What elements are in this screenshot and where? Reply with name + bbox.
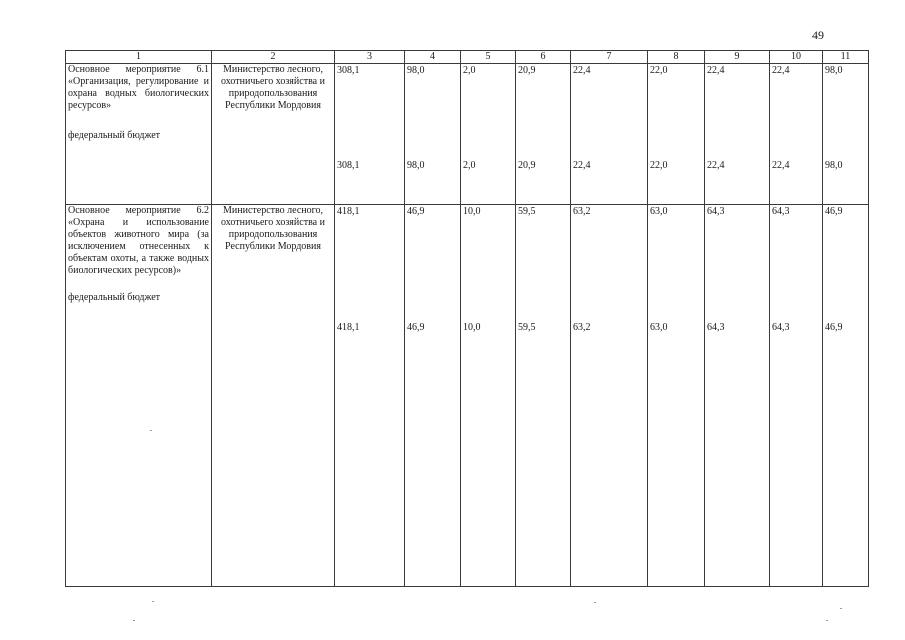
total-value: 22,4 [707, 65, 725, 76]
total-value: 59,5 [518, 206, 536, 217]
executor-cell [212, 64, 335, 205]
total-value: 64,3 [707, 206, 725, 217]
table-row [66, 205, 869, 587]
value-cell [516, 64, 571, 205]
scan-speck [594, 602, 596, 603]
budget-value: 22,4 [772, 160, 790, 171]
value-cell [770, 64, 823, 205]
budget-value: 59,5 [518, 322, 536, 333]
total-value: 98,0 [407, 65, 425, 76]
value-cell [335, 205, 405, 587]
value-cell [571, 64, 648, 205]
budget-value: 10,0 [463, 322, 481, 333]
budget-value: 308,1 [337, 160, 360, 171]
scan-speck [840, 608, 842, 609]
total-value: 20,9 [518, 65, 536, 76]
total-value: 308,1 [337, 65, 360, 76]
value-cell [705, 205, 770, 587]
activity-cell [66, 205, 212, 587]
total-value: 10,0 [463, 206, 481, 217]
header-cell: 2 [212, 51, 335, 64]
total-value: 63,2 [573, 206, 591, 217]
total-value: 22,0 [650, 65, 668, 76]
budget-value: 98,0 [825, 160, 843, 171]
budget-value: 98,0 [407, 160, 425, 171]
budget-value: 20,9 [518, 160, 536, 171]
budget-value: 418,1 [337, 322, 360, 333]
value-cell [770, 205, 823, 587]
header-cell: 11 [823, 51, 869, 64]
header-cell: 7 [571, 51, 648, 64]
budget-value: 64,3 [707, 322, 725, 333]
scan-speck [150, 430, 152, 431]
value-cell [461, 64, 516, 205]
table-row [66, 64, 869, 205]
scan-speck [826, 620, 828, 621]
budget-value: 46,9 [825, 322, 843, 333]
budget-value: 22,4 [573, 160, 591, 171]
budget-source-label: федеральный бюджет [68, 292, 161, 303]
header-cell: 10 [770, 51, 823, 64]
value-cell [823, 205, 869, 587]
value-cell [648, 205, 705, 587]
total-value: 46,9 [407, 206, 425, 217]
scan-speck [152, 601, 154, 602]
total-value: 2,0 [463, 65, 476, 76]
header-row [66, 51, 869, 64]
budget-value: 64,3 [772, 322, 790, 333]
total-value: 46,9 [825, 206, 843, 217]
value-cell [405, 64, 461, 205]
total-value: 63,0 [650, 206, 668, 217]
value-cell [648, 64, 705, 205]
value-cell [823, 64, 869, 205]
budget-value: 46,9 [407, 322, 425, 333]
header-cell: 5 [461, 51, 516, 64]
budget-value: 63,0 [650, 322, 668, 333]
activity-description: Основное мероприятие 6.2 «Охрана и использование объектов животного мира (за исключением отнесенных к объектам охоты, а также водных биологических ресурсов)» [68, 205, 209, 276]
budget-value: 2,0 [463, 160, 476, 171]
total-value: 418,1 [337, 206, 360, 217]
executor-name: Министерство лесного, охотничьего хозяйства и природопользования Республики Мордовия [221, 64, 325, 111]
budget-table [65, 50, 869, 587]
header-cell: 8 [648, 51, 705, 64]
header-cell: 3 [335, 51, 405, 64]
header-cell: 9 [705, 51, 770, 64]
activity-description: Основное мероприятие 6.1 «Организация, регулирование и охрана водных биологических ресурсов» [68, 64, 209, 111]
budget-value: 22,4 [707, 160, 725, 171]
executor-cell [212, 205, 335, 587]
total-value: 98,0 [825, 65, 843, 76]
value-cell [571, 205, 648, 587]
header-cell: 6 [516, 51, 571, 64]
total-value: 22,4 [573, 65, 591, 76]
header-cell: 1 [66, 51, 212, 64]
total-value: 64,3 [772, 206, 790, 217]
header-cell: 4 [405, 51, 461, 64]
executor-name: Министерство лесного, охотничьего хозяйства и природопользования Республики Мордовия [221, 205, 325, 252]
value-cell [705, 64, 770, 205]
value-cell [405, 205, 461, 587]
value-cell [516, 205, 571, 587]
budget-value: 22,0 [650, 160, 668, 171]
budget-value: 63,2 [573, 322, 591, 333]
scan-speck [133, 620, 135, 621]
value-cell [335, 64, 405, 205]
page-number: 49 [812, 28, 824, 42]
total-value: 22,4 [772, 65, 790, 76]
value-cell [461, 205, 516, 587]
budget-source-label: федеральный бюджет [68, 130, 161, 141]
activity-cell [66, 64, 212, 205]
